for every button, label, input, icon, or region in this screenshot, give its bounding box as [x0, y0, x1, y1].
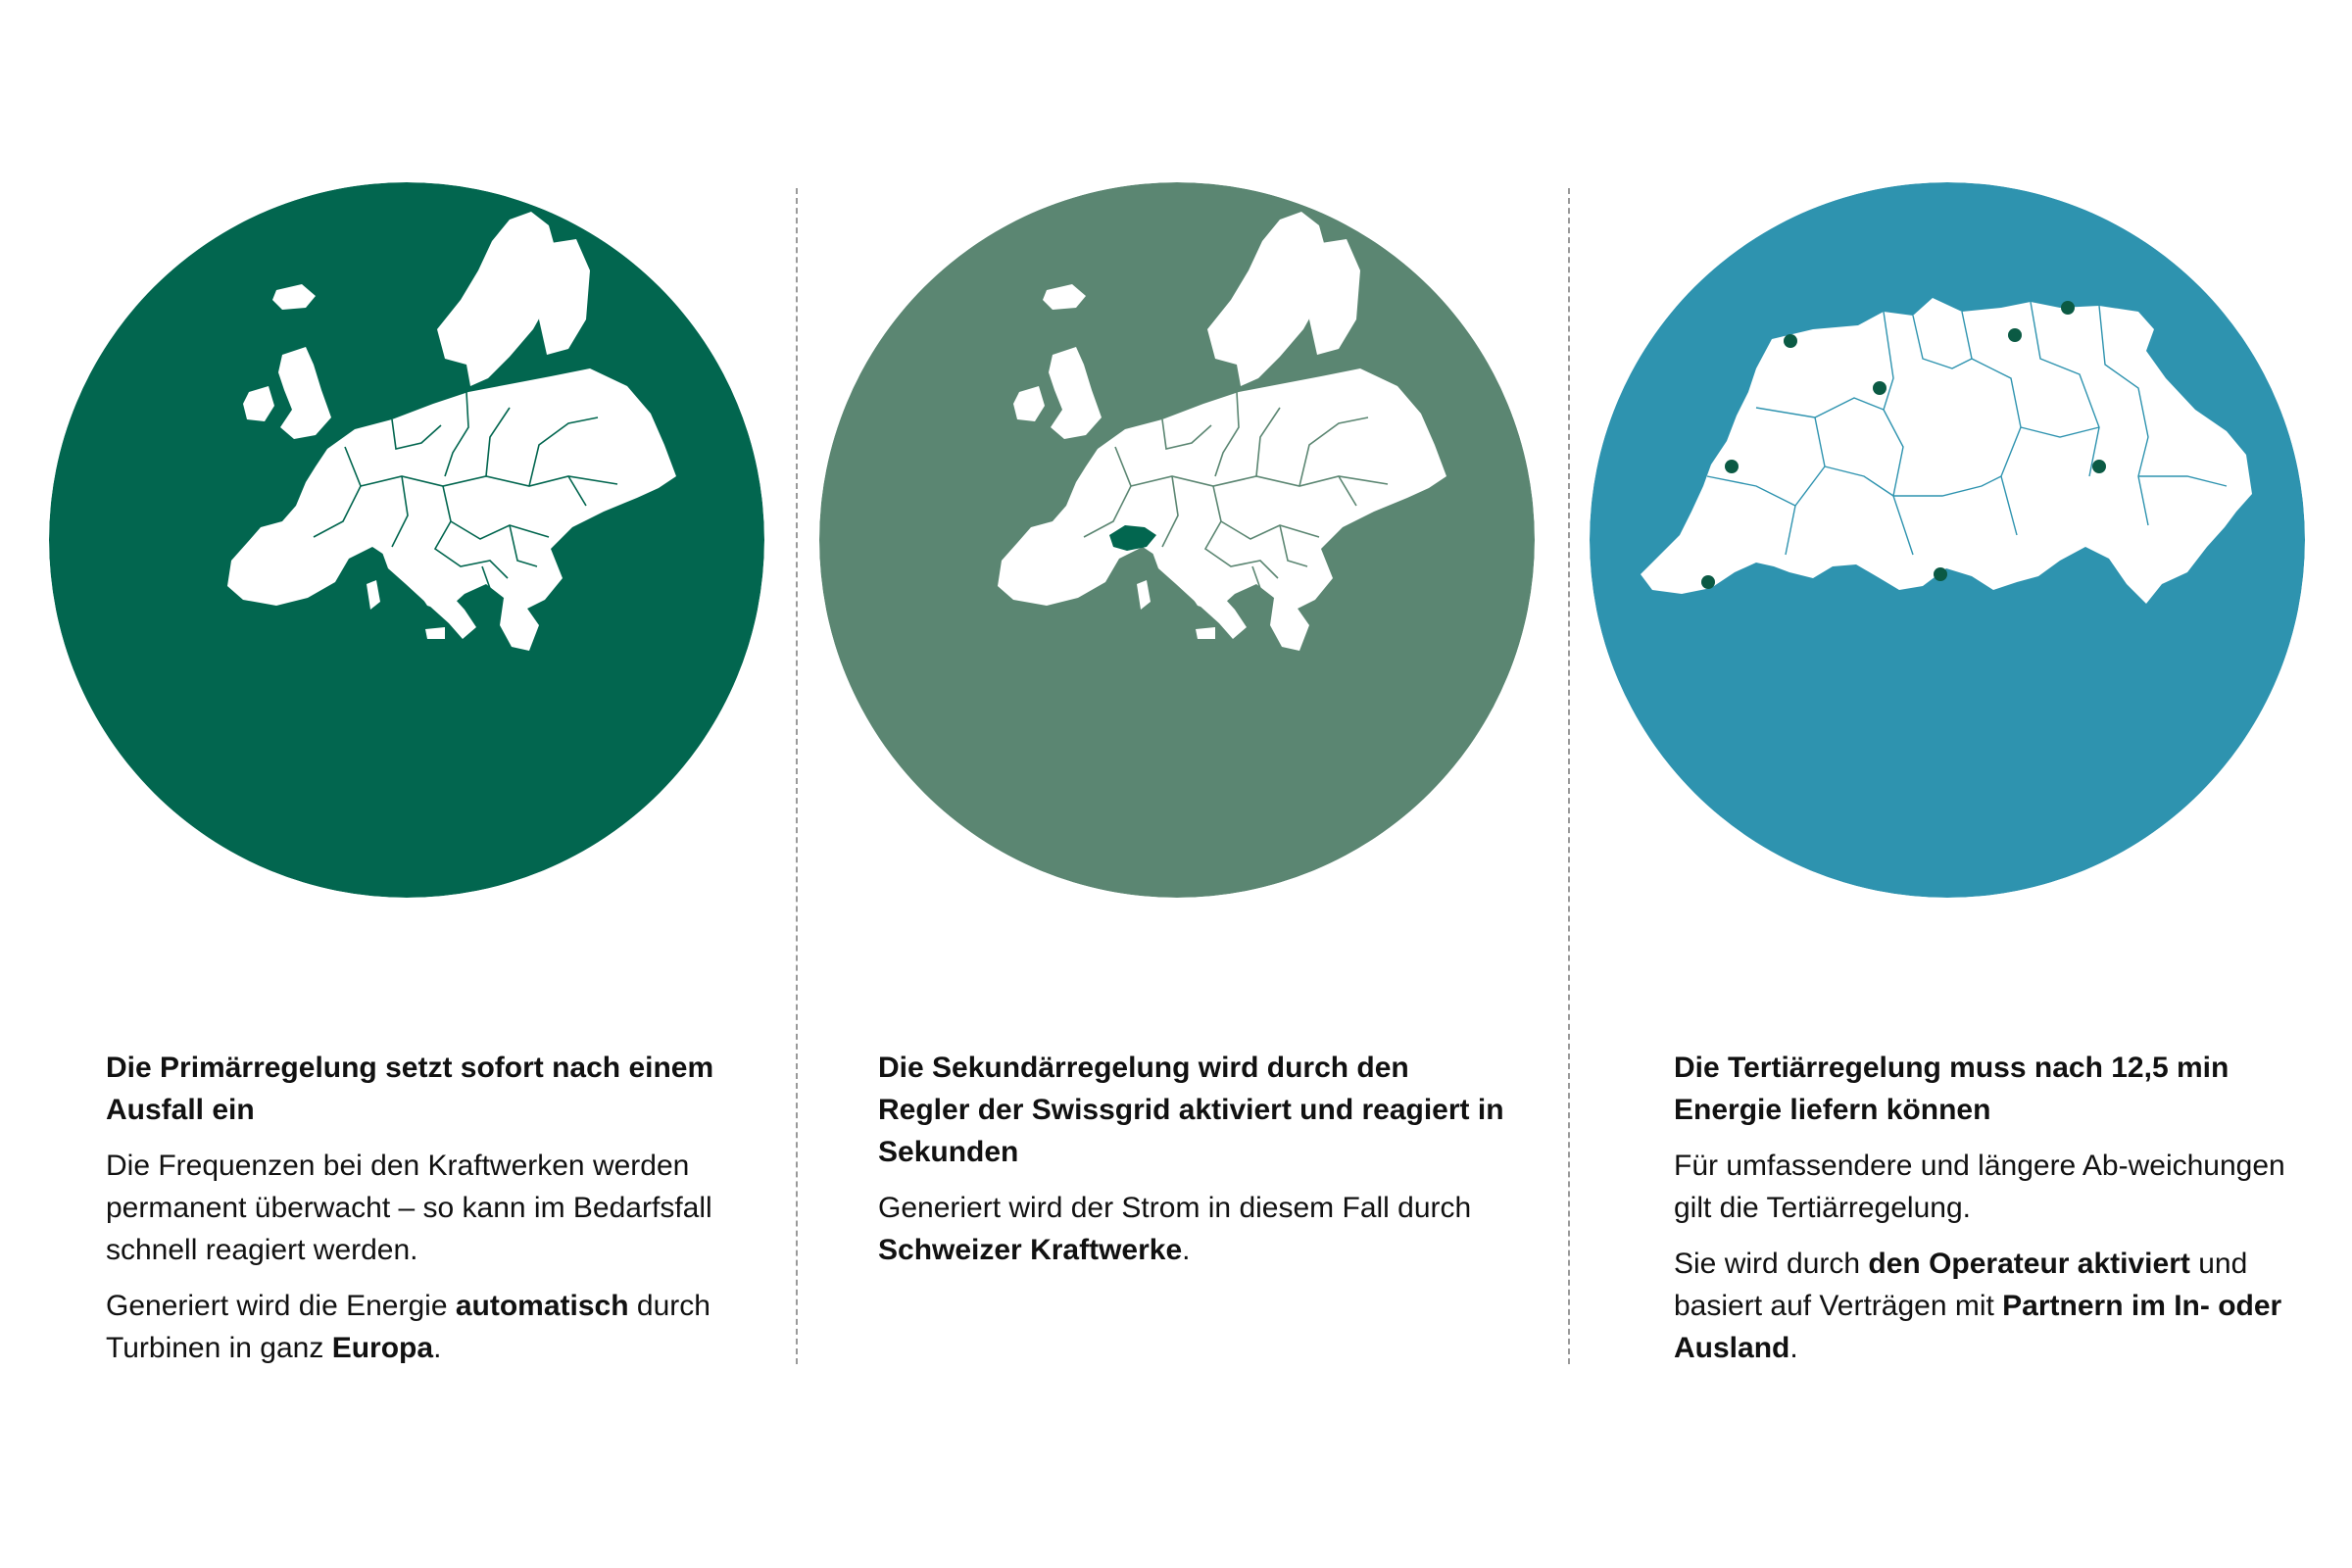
divider-left — [796, 188, 798, 1364]
secondary-heading: Die Sekundärregelung wird durch den Regler der Swissgrid aktiviert und reagiert in Sekunden — [878, 1052, 1504, 1168]
dot — [1934, 567, 1947, 581]
dot — [1725, 460, 1739, 473]
tertiary-heading: Die Tertiärregelung muss nach 12,5 min Energie liefern können — [1674, 1052, 2230, 1126]
dot — [2092, 460, 2106, 473]
primary-paragraph-2: Generiert wird die Energie automatisch durch Turbinen in ganz Europa. — [106, 1290, 710, 1364]
primary-control-text — [106, 1047, 733, 1383]
dot — [1784, 334, 1797, 348]
tertiary-control-text — [1674, 1047, 2301, 1383]
primary-paragraph-1: Die Frequenzen bei den Kraftwerken werden permanent überwacht – so kann im Bedarfsfall schnell reagiert werden. — [106, 1150, 712, 1266]
dot — [2061, 301, 2075, 315]
dot — [1873, 381, 1886, 395]
tertiary-paragraph-1: Für umfassendere und längere Ab-weichungen gilt die Tertiärregelung. — [1674, 1150, 2285, 1224]
primary-heading: Die Primärregelung setzt sofort nach einem Ausfall ein — [106, 1052, 714, 1126]
dot — [1701, 575, 1715, 589]
dot — [2008, 328, 2022, 342]
europe-map-circle — [49, 182, 764, 898]
switzerland-map-circle — [1590, 182, 2305, 898]
tertiary-paragraph-2: Sie wird durch den Operateur aktiviert und basiert auf Verträgen mit Partnern im In- oder Ausland. — [1674, 1248, 2282, 1364]
europe-switzerland-circle — [819, 182, 1535, 898]
secondary-paragraph-1: Generiert wird der Strom in diesem Fall durch Schweizer Kraftwerke. — [878, 1192, 1472, 1266]
secondary-control-text — [878, 1047, 1505, 1285]
divider-right — [1568, 188, 1570, 1364]
